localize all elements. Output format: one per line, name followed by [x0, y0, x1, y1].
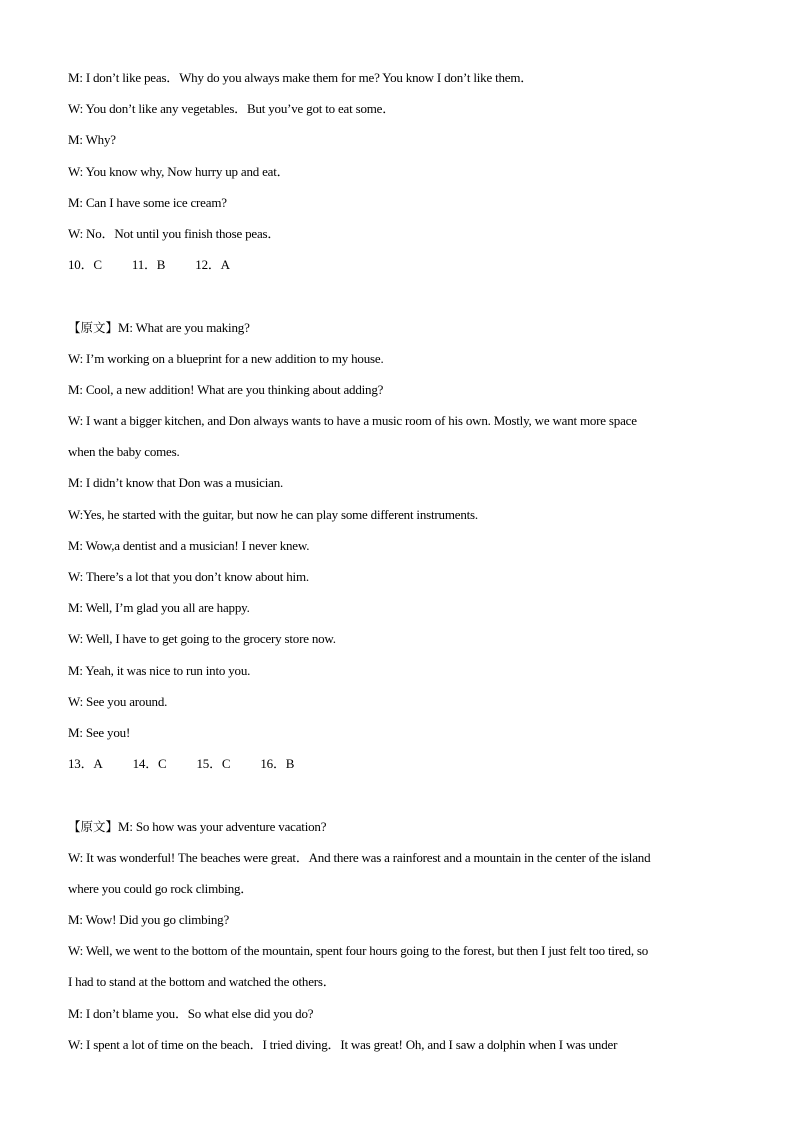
section-gap [68, 280, 728, 311]
answer-key: 14．C [132, 756, 167, 772]
answer-key: 13．A [68, 756, 103, 772]
answer-key: 12．A [195, 257, 230, 273]
answer-key: 10．C [68, 257, 102, 273]
answer-key: 16．B [260, 756, 295, 772]
dialogue-line: W: There’s a lot that you don’t know about him. [68, 569, 309, 584]
dialogue-line-text: M: What are you making? [118, 319, 250, 335]
dialogue-line: M: I don’t like peas．Why do you always make them for me? You know I don’t like them． [68, 70, 534, 85]
answer-key: 15．C [196, 756, 231, 772]
dialogue-line: M: Can I have some ice cream? [68, 194, 227, 210]
dialogue-line: W: You don’t like any vegetables．But you’ve got to eat some． [68, 101, 396, 117]
dialogue-line: where you could go rock climbing． [68, 880, 254, 896]
dialogue-line: W: I want a bigger kitchen, and Don always wants to have a music room of his own. Mostly, we want more space [68, 413, 637, 429]
dialogue-line: I had to stand at the bottom and watched the others． [68, 974, 336, 990]
dialogue-line: W: No．Not until you finish those peas． [68, 225, 281, 241]
dialogue-line: when the baby comes. [68, 444, 180, 460]
dialogue-line: M: See you! [68, 724, 131, 740]
dialogue-line: W: I spent a lot of time on the beach．I tried diving．It was great! Oh, and I saw a dolphin when I was under [68, 1036, 618, 1052]
transcript-body [68, 62, 728, 1060]
answer-key-row [68, 748, 728, 779]
answer-key: 11．B [131, 257, 166, 273]
dialogue-line: W:Yes, he started with the guitar, but now he can play some different instruments. [68, 506, 478, 522]
dialogue-line: W: Well, I have to get going to the grocery store now. [68, 631, 336, 647]
dialogue-line: M: I didn’t know that Don was a musician. [68, 475, 284, 491]
dialogue-line: W: See you around. [68, 693, 168, 709]
dialogue-line [68, 312, 728, 343]
dialogue-line: W: I’m working on a blueprint for a new addition to my house. [68, 350, 384, 366]
dialogue-line: M: I don’t blame you．So what else did you do? [68, 1005, 314, 1021]
dialogue-line: M: Well, I’m glad you all are happy. [68, 600, 250, 616]
dialogue-line: M: Yeah, it was nice to run into you. [68, 662, 251, 678]
dialogue-line: M: Why? [68, 132, 116, 148]
section-gap [68, 779, 728, 810]
original-text-marker: 【原文】 [68, 818, 119, 834]
dialogue-line: M: Cool, a new addition! What are you thinking about adding? [68, 381, 384, 397]
dialogue-line: M: Wow! Did you go climbing? [68, 912, 230, 928]
dialogue-line [68, 811, 728, 842]
dialogue-line: M: Wow,a dentist and a musician! I never knew. [68, 537, 310, 553]
dialogue-line-text: M: So how was your adventure vacation? [118, 818, 327, 834]
dialogue-line: W: It was wonderful! The beaches were great．And there was a rainforest and a mountain in the center of the island [68, 849, 651, 865]
original-text-marker: 【原文】 [68, 319, 119, 335]
answer-key-row [68, 249, 728, 280]
dialogue-line: W: You know why, Now hurry up and eat． [68, 163, 290, 179]
dialogue-line: W: Well, we went to the bottom of the mountain, spent four hours going to the forest, but then I just felt too tired, so [68, 943, 649, 959]
